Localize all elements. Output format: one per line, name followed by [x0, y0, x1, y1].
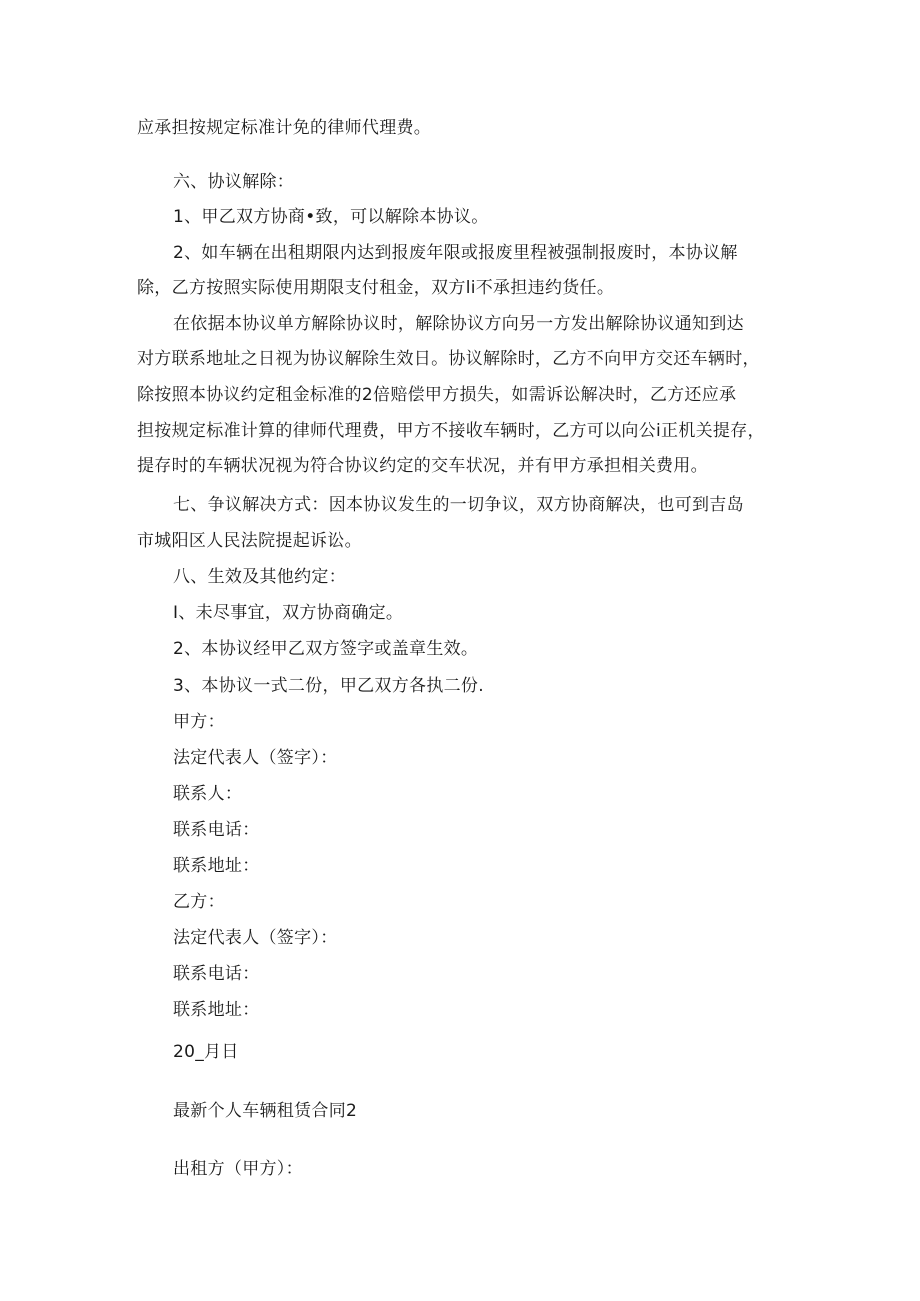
contract-title: 最新个人车辆租赁合同2	[173, 1101, 358, 1121]
text-line: 应承担按规定标准计免的律师代理费。	[137, 118, 432, 138]
text-line: 1、甲乙双方协商•致，可以解除本协议。	[173, 207, 489, 227]
text-line: 2、如车辆在出租期限内达到报废年限或报废里程被强制报废时，本协议解	[173, 243, 738, 263]
text-line: 3、本协议一式二份，甲乙双方各执二份.	[173, 676, 484, 696]
text-line: I、未尽事宜，双方协商确定。	[173, 603, 404, 623]
contact-phone-a: 联系电话：	[173, 820, 260, 840]
lessor-label: 出租方（甲方）：	[173, 1159, 303, 1179]
date-line: 20_月日	[173, 1042, 239, 1062]
legal-rep-signature-a: 法定代表人（签字）：	[173, 748, 338, 768]
text-line: 担按规定标准计算的律师代理费，甲方不接收车辆时，乙方可以向公i正机关提存，	[137, 421, 765, 441]
party-b-label: 乙方：	[173, 892, 225, 912]
section-heading-dispute: 七、争议解决方式：因本协议发生的一切争议，双方协商解决，也可到吉岛	[173, 495, 744, 515]
contact-address-b: 联系地址：	[173, 1000, 260, 1020]
text-line: 2、本协议经甲乙双方签字或盖章生效。	[173, 639, 479, 659]
text-line: 对方联系地址之日视为协议解除生效日。协议解除时，乙方不向甲方交还车辆时，	[137, 349, 760, 369]
text-line: 除，乙方按照实际使用期限支付租金，双方li不承担违约货任。	[137, 278, 615, 298]
section-heading-termination: 六、协议解除：	[173, 172, 295, 192]
text-line: 除按照本协议约定租金标准的2倍赔偿甲方损失，如需诉讼解决时，乙方还应承	[137, 385, 737, 405]
contact-address-a: 联系地址：	[173, 856, 260, 876]
legal-rep-signature-b: 法定代表人（签字）：	[173, 928, 338, 948]
party-a-label: 甲方：	[173, 712, 225, 732]
text-line: 市城阳区人民法院提起诉讼。	[137, 531, 362, 551]
section-heading-effective: 八、生效及其他约定：	[173, 567, 346, 587]
text-line: 提存时的车辆状况视为符合协议约定的交车状况，并有甲方承担相关费用。	[137, 456, 708, 476]
contact-phone-b: 联系电话：	[173, 964, 260, 984]
text-line: 在依据本协议单方解除协议时，解除协议方向另一方发出解除协议通知到达	[173, 314, 744, 334]
contact-person-a: 联系人：	[173, 784, 243, 804]
